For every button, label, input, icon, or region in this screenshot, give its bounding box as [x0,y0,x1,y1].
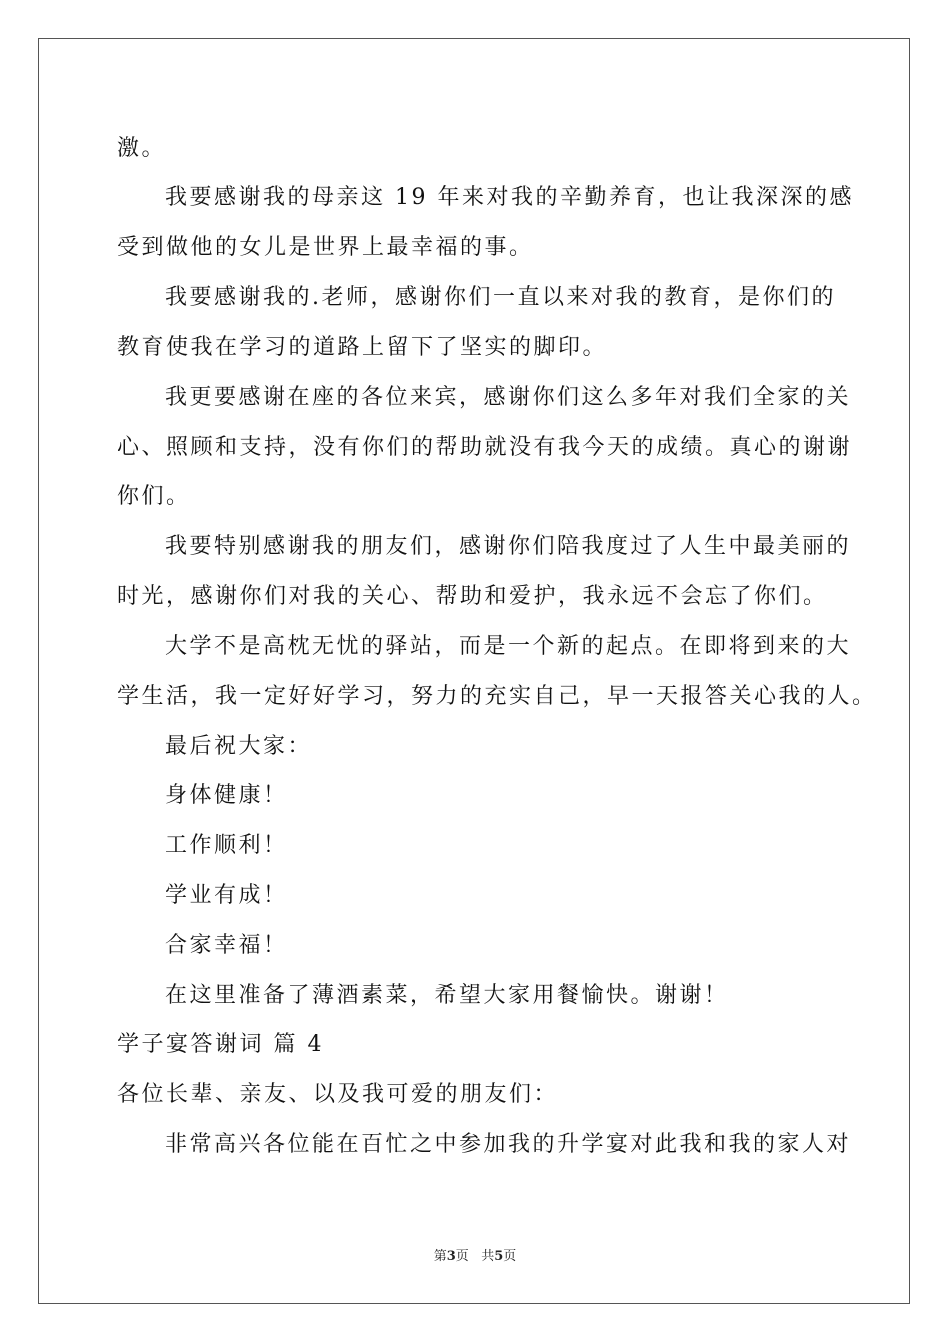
paragraph-guests-line-2: 心、照顾和支持，没有你们的帮助就没有我今天的成绩。真心的谢谢 [117,435,853,460]
paragraph-mother-line-1: 我要感谢我的母亲这 19 年来对我的辛勤养育，也让我深深的感 [165,185,854,210]
footer-page-suffix: 页 [455,1249,469,1264]
footer-total-prefix: 共 [481,1249,495,1264]
page-border [38,38,910,1304]
footer-total-suffix: 页 [503,1249,517,1264]
paragraph-university-line-1: 大学不是高枕无忧的驿站，而是一个新的起点。在即将到来的大 [165,634,852,659]
page-footer [0,1248,950,1266]
footer-page-number: 3 [446,1249,456,1264]
salutation: 各位长辈、亲友、以及我可爱的朋友们： [117,1082,559,1107]
wish-study: 学业有成！ [165,883,288,908]
paragraph-mother-line-2: 受到做他的女儿是世界上最幸福的事。 [117,235,534,260]
footer-page-prefix: 第 [433,1249,447,1264]
footer-total-number: 5 [494,1249,504,1264]
closing-thanks: 在这里准备了薄酒素菜，希望大家用餐愉快。谢谢！ [165,983,729,1008]
paragraph-teacher-line-1: 我要感谢我的.老师，感谢你们一直以来对我的教育，是你们的 [165,285,836,310]
section-heading: 学子宴答谢词 篇 4 [117,1032,324,1057]
paragraph-teacher-line-2: 教育使我在学习的道路上留下了坚实的脚印。 [117,335,608,360]
paragraph-opening-line-1: 非常高兴各位能在百忙之中参加我的升学宴对此我和我的家人对 [165,1132,852,1157]
text-line-1: 激。 [117,136,167,161]
wishes-intro: 最后祝大家： [165,734,313,759]
paragraph-friends-line-1: 我要特别感谢我的朋友们，感谢你们陪我度过了人生中最美丽的 [165,534,852,559]
paragraph-guests-line-1: 我更要感谢在座的各位来宾，感谢你们这么多年对我们全家的关 [165,385,852,410]
wish-work: 工作顺利！ [165,833,288,858]
paragraph-university-line-2: 学生活，我一定好好学习，努力的充实自己，早一天报答关心我的人。 [117,684,877,709]
wish-health: 身体健康！ [165,783,288,808]
paragraph-guests-line-3: 你们。 [117,484,191,509]
wish-family: 合家幸福！ [165,933,288,958]
paragraph-friends-line-2: 时光，感谢你们对我的关心、帮助和爱护，我永远不会忘了你们。 [117,584,828,609]
